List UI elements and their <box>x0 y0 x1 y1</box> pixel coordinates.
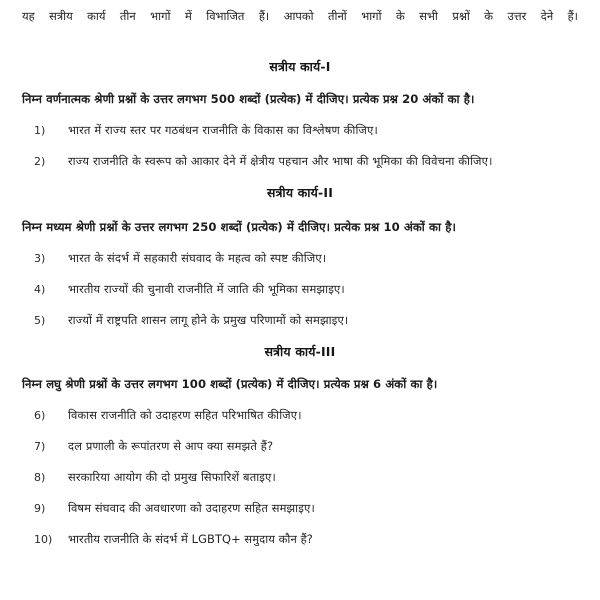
question-item <box>22 312 578 329</box>
question-text: राज्य राजनीति के स्वरूप को आकार देने में क्षेत्रीय पहचान और भाषा की भूमिका की विवेचना कीजिए। <box>68 154 493 168</box>
spacer <box>22 360 578 376</box>
section-heading-2: सत्रीय कार्य-II <box>267 185 333 200</box>
question-text: भारतीय राज्यों की चुनावी राजनीति में जाति की भूमिका समझाइए। <box>68 282 345 296</box>
spacer <box>22 486 578 500</box>
section-instruction-1: निम्न वर्णनात्मक श्रेणी प्रश्नों के उत्तर लगभग 500 शब्दों (प्रत्येक) में दीजिए। प्रत्येक प्रश्न 20 अंकों का है। <box>22 92 475 106</box>
question-number: 1) <box>34 124 46 137</box>
section-heading-3: सत्रीय कार्य-III <box>264 344 336 359</box>
question-item <box>22 153 578 170</box>
section-instruction-2: निम्न मध्यम श्रेणी प्रश्नों के उत्तर लगभग 250 शब्दों (प्रत्येक) में दीजिए। प्रत्येक प्रश्न 10 अंकों का है। <box>22 220 456 234</box>
question-number: 3) <box>34 252 46 265</box>
spacer <box>22 40 578 58</box>
question-item <box>22 500 578 517</box>
spacer <box>22 393 578 407</box>
spacer <box>22 329 578 343</box>
question-text: भारत में राज्य स्तर पर गठबंधन राजनीति के विकास का विश्लेषण कीजिए। <box>68 123 378 137</box>
spacer <box>22 108 578 122</box>
question-text: सरकारिया आयोग की दो प्रमुख सिफारिशें बताइए। <box>68 470 276 484</box>
question-item <box>22 531 578 548</box>
question-text: राज्यों में राष्ट्रपति शासन लागू होने के प्रमुख परिणामों को समझाइए। <box>68 313 349 327</box>
question-number: 7) <box>34 440 46 453</box>
question-item <box>22 281 578 298</box>
question-number: 8) <box>34 471 46 484</box>
spacer <box>22 455 578 469</box>
question-item <box>22 438 578 455</box>
question-text: भारत के संदर्भ में सहकारी संघवाद के महत्व को स्पष्ट कीजिए। <box>68 251 327 265</box>
question-number: 6) <box>34 409 46 422</box>
question-number: 9) <box>34 502 46 515</box>
question-item <box>22 122 578 139</box>
section-heading-1: सत्रीय कार्य-I <box>269 59 331 74</box>
spacer <box>22 170 578 184</box>
spacer <box>22 236 578 250</box>
spacer <box>22 139 578 153</box>
question-number: 2) <box>34 155 46 168</box>
spacer <box>22 75 578 91</box>
question-text: भारतीय राजनीति के संदर्भ में LGBTQ+ समुदाय कौन हैं? <box>68 532 313 546</box>
section-instruction-3: निम्न लघु श्रेणी प्रश्नों के उत्तर लगभग 100 शब्दों (प्रत्येक) में दीजिए। प्रत्येक प्रश्न 6 अंकों का है। <box>22 377 438 391</box>
spacer <box>22 267 578 281</box>
question-text: विकास राजनीति को उदाहरण सहित परिभाषित कीजिए। <box>68 408 302 422</box>
spacer <box>22 424 578 438</box>
question-item <box>22 407 578 424</box>
question-item <box>22 469 578 486</box>
question-number: 5) <box>34 314 46 327</box>
assignment-intro-text: यह सत्रीय कार्य तीन भागों में विभाजित हैं। आपको तीनों भागों के सभी प्रश्नों के उत्तर देने हैं। <box>22 9 578 23</box>
question-number: 10) <box>34 533 53 546</box>
spacer <box>22 517 578 531</box>
question-item <box>22 250 578 267</box>
spacer <box>22 201 578 219</box>
question-text: दल प्रणाली के रूपांतरण से आप क्या समझते हैं? <box>68 439 274 453</box>
question-text: विषम संघवाद की अवधारणा को उदाहरण सहित समझाइए। <box>68 501 315 515</box>
spacer <box>22 298 578 312</box>
question-number: 4) <box>34 283 46 296</box>
